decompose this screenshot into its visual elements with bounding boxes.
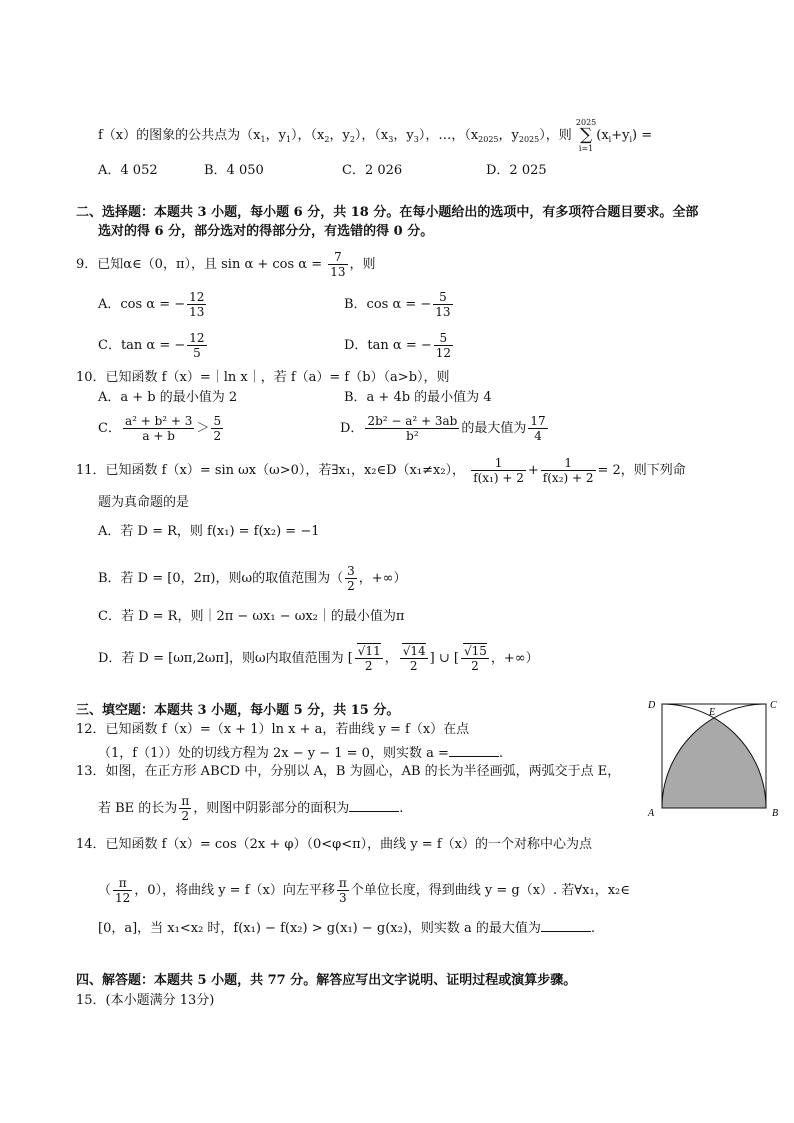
q11-d-n2-val: √14 — [402, 644, 426, 658]
q13-den: 2 — [179, 808, 191, 823]
q10-c-rel: ＞ — [196, 421, 210, 436]
q11-d-d1: 2 — [355, 658, 383, 673]
q11-b-num: 3 — [347, 564, 355, 578]
q14-frac2 — [337, 876, 349, 905]
q10-option-d — [340, 414, 550, 443]
label-d: D — [648, 700, 656, 711]
q8-stem-tail: ，则 — [545, 128, 572, 143]
q9-c-num: 12 — [189, 331, 205, 345]
q13-line2b: ，则图中阴影部分的面积为 — [193, 801, 350, 816]
q11-frac2 — [541, 456, 596, 485]
q9-c-text: C．tan α = − — [98, 338, 186, 353]
summation-symbol: 2025 ∑ i=1 — [575, 118, 597, 153]
q9-stem-b: ，则 — [349, 257, 376, 272]
q13-line2 — [98, 794, 403, 823]
q9-option-c — [98, 331, 209, 360]
square-arcs-figure — [646, 700, 786, 820]
q12-line1: 12．已知函数 f（x）=（x + 1）ln x + a，若曲线 y = f（x）在点 — [76, 722, 470, 737]
q9-fraction — [328, 250, 347, 279]
q11-f1-den: f(x₁) + 2 — [473, 471, 524, 485]
q10-c-den: a + b — [123, 428, 194, 443]
q9-d-den: 12 — [435, 346, 452, 360]
q11-plus: + — [527, 463, 539, 478]
q10-option-b: B．a + 4b 的最小值为 4 — [344, 390, 492, 405]
q11-stem-a: 11．已知函数 f（x）= sin ωx（ω>0），若∃x₁，x₂∈D（x₁≠x₂）， — [76, 463, 466, 478]
q11-stem-b: = 2，则下列命 — [597, 463, 686, 478]
q12-answer-blank — [449, 744, 499, 757]
q13-line2c: . — [399, 801, 404, 816]
q11-option-b — [98, 564, 406, 593]
q12-line2b: . — [498, 746, 503, 761]
q9-num: 7 — [334, 250, 342, 264]
q11-d-a: D．若 D = [ωπ,2ωπ]，则ω内取值范围为 [ — [98, 651, 353, 666]
section2-heading-line1: 二、选择题：本题共 3 小题，每小题 6 分，共 18 分。在每小题给出的选项中，有多项符合题目要求。全部 — [76, 205, 699, 220]
q11-d-comma: ， — [384, 651, 398, 666]
sum-lower: i=1 — [578, 144, 594, 153]
q11-d-d3: 2 — [461, 658, 489, 673]
q10-c-rnum: 5 — [213, 414, 222, 428]
q11-d-n2 — [400, 644, 428, 658]
q9-den: 13 — [330, 265, 346, 279]
q13-line2a: 若 BE 的长为 — [98, 801, 178, 816]
q11-d-frac1 — [355, 644, 383, 673]
q11-stem-cont: 题为真命题的是 — [98, 495, 190, 510]
section3-heading: 三、填空题：本题共 3 小题，每小题 5 分，共 15 分。 — [76, 703, 400, 718]
q11-d-frac3 — [461, 644, 489, 673]
section2-heading-line2: 选对的得 6 分，部分选对的得部分分，有选错的得 0 分。 — [98, 224, 434, 239]
q11-d-d2: 2 — [400, 658, 428, 673]
q14-line1: 14．已知函数 f（x）= cos（2x + φ）（0<φ<π），曲线 y = f（x）的一个对称中心为点 — [76, 837, 592, 852]
q9-d-frac — [434, 331, 453, 360]
q10-c-rden: 2 — [213, 429, 222, 443]
q9-c-frac — [187, 331, 206, 360]
q8-option-a: A．4 052 — [98, 163, 158, 178]
q11-f2-num: 1 — [564, 456, 572, 470]
q11-option-a: A．若 D = R，则 f(x₁) = f(x₂) = −1 — [98, 524, 320, 539]
q10-c-frac — [123, 414, 194, 443]
q11-b-den: 2 — [347, 579, 355, 593]
q8-stem: f（x）的图象的公共点为（$x_1$，$y_1$），（$x_2$，$y_2$），（$x_3$，$y_3$），…，（$x_{2025}$，$y_{2025}$），则 2025 ∑ $i=1(x_i+y_i)$ = — [98, 118, 653, 153]
q9-a-den: 13 — [189, 305, 205, 319]
q11-frac1 — [471, 456, 526, 485]
q11-d-n3 — [461, 644, 489, 658]
q9-option-a — [98, 290, 208, 319]
shaded-region — [662, 718, 766, 808]
q10-c-num: a² + b² + 3 — [124, 414, 193, 428]
q8-option-b: B．4 050 — [204, 163, 264, 178]
q14-l2c: 个单位长度，得到曲线 y = g（x）. 若∀x₁，x₂∈ — [350, 883, 630, 898]
label-a: A — [648, 808, 655, 819]
section4-heading: 四、解答题：本题共 5 小题，共 77 分。解答应写出文字说明、证明过程或演算步骤。 — [76, 973, 577, 988]
q11-d-n3-val: √15 — [463, 644, 487, 658]
q14-num1: π — [118, 876, 127, 890]
q10-d-rnum: 17 — [530, 414, 546, 428]
q9-stem-a: 9．已知α∈（0，π），且 sin α + cos α = — [76, 257, 323, 272]
q9-a-frac — [187, 290, 206, 319]
q9-option-b — [344, 290, 455, 319]
q9-option-d — [344, 331, 455, 360]
q14-line3 — [98, 919, 595, 937]
q12-line2 — [98, 744, 503, 762]
q9-a-num: 12 — [189, 290, 205, 304]
q14-line2 — [98, 876, 630, 905]
q9-a-text: A．cos α = − — [98, 297, 186, 312]
q15-heading: 15．(本小题满分 13分) — [76, 993, 215, 1008]
q14-answer-blank — [541, 919, 591, 932]
q11-d-mid: ] ∪ [ — [429, 651, 459, 666]
q11-d-b: ，+∞） — [490, 651, 539, 666]
q14-line3b: . — [590, 921, 596, 936]
q11-b-b: ，+∞） — [358, 571, 407, 586]
q10-d-label: D． — [340, 421, 364, 436]
q13-line1: 13．如图，在正方形 ABCD 中，分别以 A，B 为圆心，AB 的长为半径画弧，两弧交于点 E， — [76, 764, 621, 779]
q11-f1-num: 1 — [494, 456, 503, 470]
label-c: C — [770, 700, 777, 711]
q13-answer-blank — [349, 799, 399, 812]
q10-d-frac — [365, 414, 459, 443]
q8-option-c: C．2 026 — [342, 163, 403, 178]
q10-d-rfrac — [528, 414, 547, 443]
q11-b-a: B．若 D = [0，2π)，则ω的取值范围为（ — [98, 571, 344, 586]
q10-option-a: A．a + b 的最小值为 2 — [98, 390, 238, 405]
q9-b-text: B．cos α = − — [344, 297, 432, 312]
q14-l2a: （ — [98, 883, 112, 898]
q12-line2a: （1，f（1））处的切线方程为 2x − y − 1 = 0，则实数 a = — [98, 746, 449, 761]
q13-num: π — [181, 794, 190, 808]
q11-f2-den: f(x₂) + 2 — [542, 471, 594, 485]
q8-stem-lead: f（x）的图象的公共点为（x — [98, 128, 261, 143]
q11-d-n1 — [355, 644, 383, 658]
q11-option-c: C．若 D = R，则｜2π − ωx₁ − ωx₂｜的最小值为π — [98, 609, 405, 624]
q9-b-frac — [433, 290, 452, 319]
q14-line3a: [0，a]，当 x₁<x₂ 时，f(x₁) − f(x₂) > g(x₁) − g(x₂)，则实数 a 的最大值为 — [98, 921, 541, 936]
q11-stem — [76, 456, 686, 485]
sum-upper: 2025 — [575, 118, 597, 127]
q9-d-num: 5 — [439, 331, 448, 345]
q10-d-den: b² — [365, 428, 459, 443]
q11-d-frac2 — [400, 644, 428, 673]
q9-c-den: 5 — [187, 345, 206, 360]
q14-num2: π — [338, 876, 347, 890]
q14-l2b: ，0），将曲线 y = f（x）向左平移 — [134, 883, 335, 898]
q14-frac1 — [113, 876, 132, 905]
q9-b-den: 13 — [435, 305, 451, 319]
q11-d-n1-val: √11 — [357, 644, 381, 658]
q10-option-c — [98, 414, 225, 443]
q14-den1: 12 — [115, 891, 131, 905]
q10-c-label: C． — [98, 421, 121, 436]
q10-d-num: 2b² − a² + 3ab — [367, 414, 458, 428]
q9-stem — [76, 250, 376, 279]
q9-b-num: 5 — [439, 290, 447, 304]
q10-d-rden: 4 — [528, 428, 547, 443]
q8-option-d: D．2 025 — [486, 163, 547, 178]
q9-d-text: D．tan α = − — [344, 338, 432, 353]
q14-den2: 3 — [337, 890, 349, 905]
label-b: B — [772, 808, 779, 819]
q13-frac — [179, 794, 191, 823]
q11-b-frac — [345, 564, 357, 593]
q10-d-mid: 的最大值为 — [461, 421, 527, 436]
q10-c-rfrac — [211, 414, 223, 443]
q11-option-d — [98, 644, 539, 673]
q10-stem: 10．已知函数 f（x）=｜ln x｜，若 f（a）= f（b）（a>b），则 — [76, 370, 450, 385]
label-e: E — [709, 707, 716, 718]
